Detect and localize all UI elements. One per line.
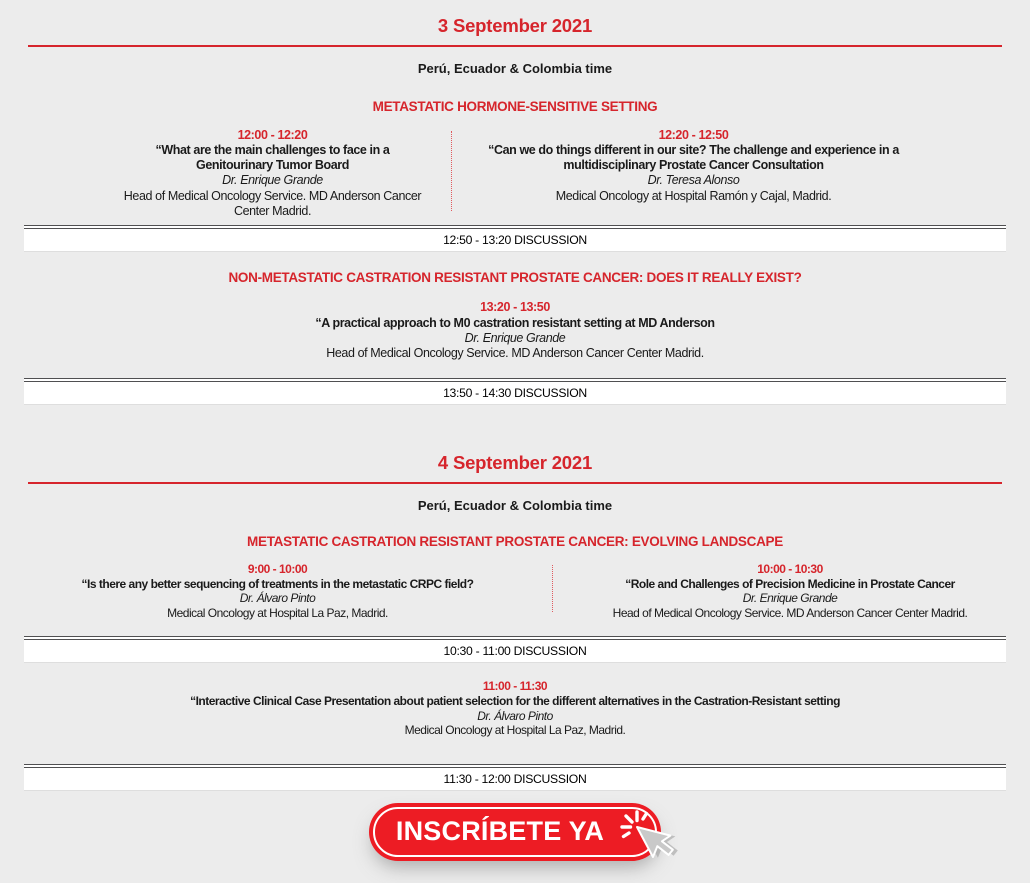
- red-divider-line: [28, 482, 1002, 484]
- session-card: [452, 128, 936, 220]
- section-heading-nmcrpc: NON-METASTATIC CASTRATION RESISTANT PROSTATE CANCER: DOES IT REALLY EXIST?: [228, 270, 802, 286]
- session-affiliation: Head of Medical Oncology Service. MD Anderson Cancer Center Madrid.: [326, 346, 704, 361]
- session-speaker: Dr. Álvaro Pinto: [239, 591, 316, 606]
- session-time: 12:20 - 12:50: [658, 127, 729, 142]
- session-time: 11:00 - 11:30: [482, 679, 548, 694]
- discussion-label: 11:30 - 12:00 DISCUSSION: [443, 771, 587, 786]
- day1-two-column-sessions: [0, 128, 1030, 220]
- inscribete-button[interactable]: [369, 803, 661, 861]
- session-title: “Can we do things different in our site? The challenge and experience in a multidisciplinary Prostate Cancer Consultation: [488, 142, 899, 173]
- cta-label: INSCRÍBETE YA: [395, 816, 605, 847]
- discussion-bar: [24, 764, 1006, 791]
- session-time: 12:00 - 12:20: [237, 127, 308, 142]
- session-affiliation: Medical Oncology at Hospital La Paz, Madrid.: [404, 723, 626, 738]
- session-speaker: Dr. Enrique Grande: [464, 330, 566, 345]
- session-speaker: Dr. Teresa Alonso: [647, 173, 740, 188]
- discussion-bar: [24, 378, 1006, 405]
- discussion-bar: [24, 225, 1006, 252]
- day-2-section: [0, 453, 1030, 790]
- discussion-label: 13:50 - 14:30 DISCUSSION: [443, 386, 587, 401]
- session-title: “A practical approach to M0 castration resistant setting at MD Anderson: [315, 315, 715, 330]
- session-card: [0, 679, 1030, 737]
- day-2-title: 4 September 2021: [437, 452, 593, 474]
- session-speaker: Dr. Álvaro Pinto: [477, 708, 553, 723]
- session-title: “Is there any better sequencing of treatments in the metastatic CRPC field?: [81, 576, 474, 591]
- session-title: “Role and Challenges of Precision Medicine in Prostate Cancer: [625, 576, 955, 591]
- day-1-title: 3 September 2021: [437, 15, 593, 36]
- section-heading-mcrpc: METASTATIC CASTRATION RESISTANT PROSTATE CANCER: EVOLVING LANDSCAPE: [247, 533, 783, 549]
- click-cursor-icon: [607, 805, 677, 883]
- session-affiliation: Medical Oncology at Hospital La Paz, Madrid.: [167, 605, 388, 620]
- session-time: 9:00 - 10:00: [247, 561, 308, 576]
- session-card: [3, 562, 552, 620]
- day2-two-column-sessions: [0, 562, 1030, 620]
- session-title: “What are the main challenges to face in a Genitourinary Tumor Board: [155, 142, 390, 173]
- session-time: 10:00 - 10:30: [757, 561, 823, 576]
- red-divider-line: [28, 45, 1002, 47]
- discussion-bar: [24, 636, 1006, 663]
- session-card: [95, 128, 451, 220]
- session-time: 13:20 - 13:50: [480, 300, 550, 315]
- discussion-label: 12:50 - 13:20 DISCUSSION: [443, 233, 587, 248]
- day-1-section: [0, 16, 1030, 405]
- timezone-note-day1: Perú, Ecuador & Colombia time: [417, 60, 613, 76]
- session-card: [553, 562, 1027, 620]
- discussion-label: 10:30 - 11:00 DISCUSSION: [443, 644, 587, 659]
- session-speaker: Dr. Enrique Grande: [742, 591, 838, 606]
- cta-row: [0, 803, 1030, 861]
- session-affiliation: Head of Medical Oncology Service. MD Anderson Cancer Center Madrid.: [612, 605, 968, 620]
- session-affiliation: Head of Medical Oncology Service. MD Anderson Cancer Center Madrid.: [123, 188, 422, 218]
- section-heading-mhss: METASTATIC HORMONE-SENSITIVE SETTING: [372, 98, 658, 114]
- timezone-note-day2: Perú, Ecuador & Colombia time: [417, 497, 613, 513]
- session-speaker: Dr. Enrique Grande: [222, 173, 323, 188]
- session-affiliation: Medical Oncology at Hospital Ramón y Cajal, Madrid.: [555, 188, 832, 203]
- session-card: [0, 300, 1030, 361]
- session-title: “Interactive Clinical Case Presentation about patient selection for the different alternatives in the Castration-Resistant setting: [190, 693, 840, 708]
